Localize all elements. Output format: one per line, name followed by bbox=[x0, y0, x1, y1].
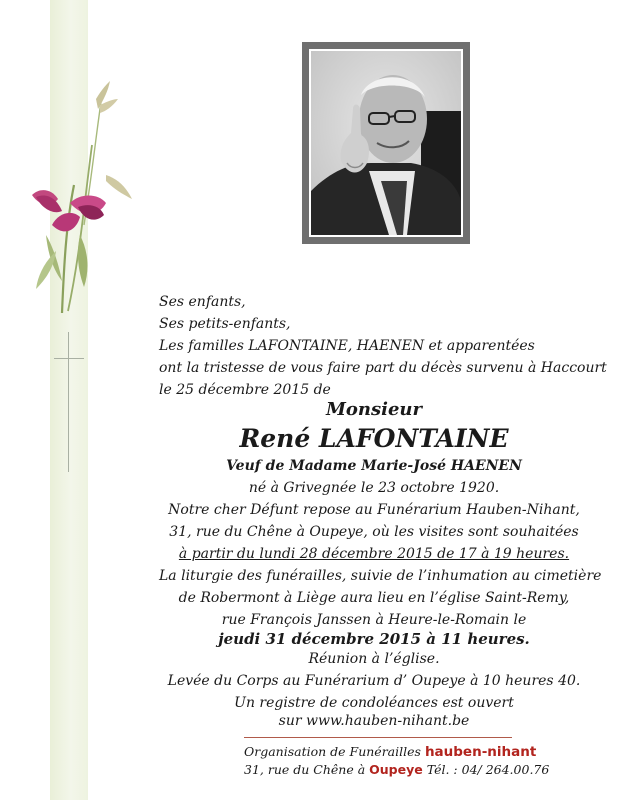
brand-logo: hauben-nihant bbox=[424, 744, 537, 760]
birth-line: né à Grivegnée le 23 octobre 1920. bbox=[248, 480, 500, 496]
intro-line: Ses enfants, bbox=[159, 294, 246, 310]
intro-line: Les familles LAFONTAINE, HAENEN et apparentées bbox=[159, 338, 535, 354]
footer-city: Oupeye bbox=[369, 762, 423, 777]
ceremony-date: jeudi 31 décembre 2015 à 11 heures. bbox=[218, 630, 530, 648]
detail-line: de Robermont à Liège aura lieu en l’église Saint-Remy, bbox=[178, 590, 570, 606]
portrait-frame bbox=[302, 42, 470, 244]
detail-line: rue François Janssen à Heure-le-Romain le bbox=[221, 612, 527, 628]
intro-line: le 25 décembre 2015 de bbox=[159, 382, 331, 398]
footer-address bbox=[244, 761, 549, 778]
website-line: sur www.hauben-nihant.be bbox=[278, 713, 470, 729]
footer-divider bbox=[244, 737, 512, 738]
footer-phone: Tél. : 04/ 264.00.76 bbox=[426, 762, 550, 777]
footer-org-prefix: Organisation de Funérailles bbox=[244, 744, 421, 759]
visit-hours-line: à partir du lundi 28 décembre 2015 de 17 à 19 heures. bbox=[178, 546, 570, 562]
cross-horizontal bbox=[54, 358, 84, 359]
detail-line: Réunion à l’église. bbox=[308, 651, 440, 667]
detail-line: La liturgie des funérailles, suivie de l’inhumation au cimetière bbox=[159, 568, 602, 584]
cross-vertical bbox=[68, 332, 69, 472]
detail-line: Notre cher Défunt repose au Funérarium Hauben-Nihant, bbox=[168, 502, 580, 518]
deceased-name: René LAFONTAINE bbox=[239, 424, 509, 453]
calla-lily-illustration bbox=[22, 75, 142, 315]
honorific: Monsieur bbox=[325, 399, 422, 420]
footer-org bbox=[244, 743, 536, 761]
detail-line: Levée du Corps au Funérarium d’ Oupeye à 10 heures 40. bbox=[167, 673, 581, 689]
footer-address-prefix: 31, rue du Chêne à bbox=[244, 762, 366, 777]
widower-line: Veuf de Madame Marie-José HAENEN bbox=[226, 458, 522, 474]
detail-line: 31, rue du Chêne à Oupeye, où les visites sont souhaitées bbox=[169, 524, 579, 540]
intro-line: ont la tristesse de vous faire part du décès survenu à Haccourt bbox=[159, 360, 607, 376]
detail-line: Un registre de condoléances est ouvert bbox=[234, 695, 514, 711]
intro-line: Ses petits-enfants, bbox=[159, 316, 291, 332]
portrait-photo bbox=[309, 49, 463, 237]
